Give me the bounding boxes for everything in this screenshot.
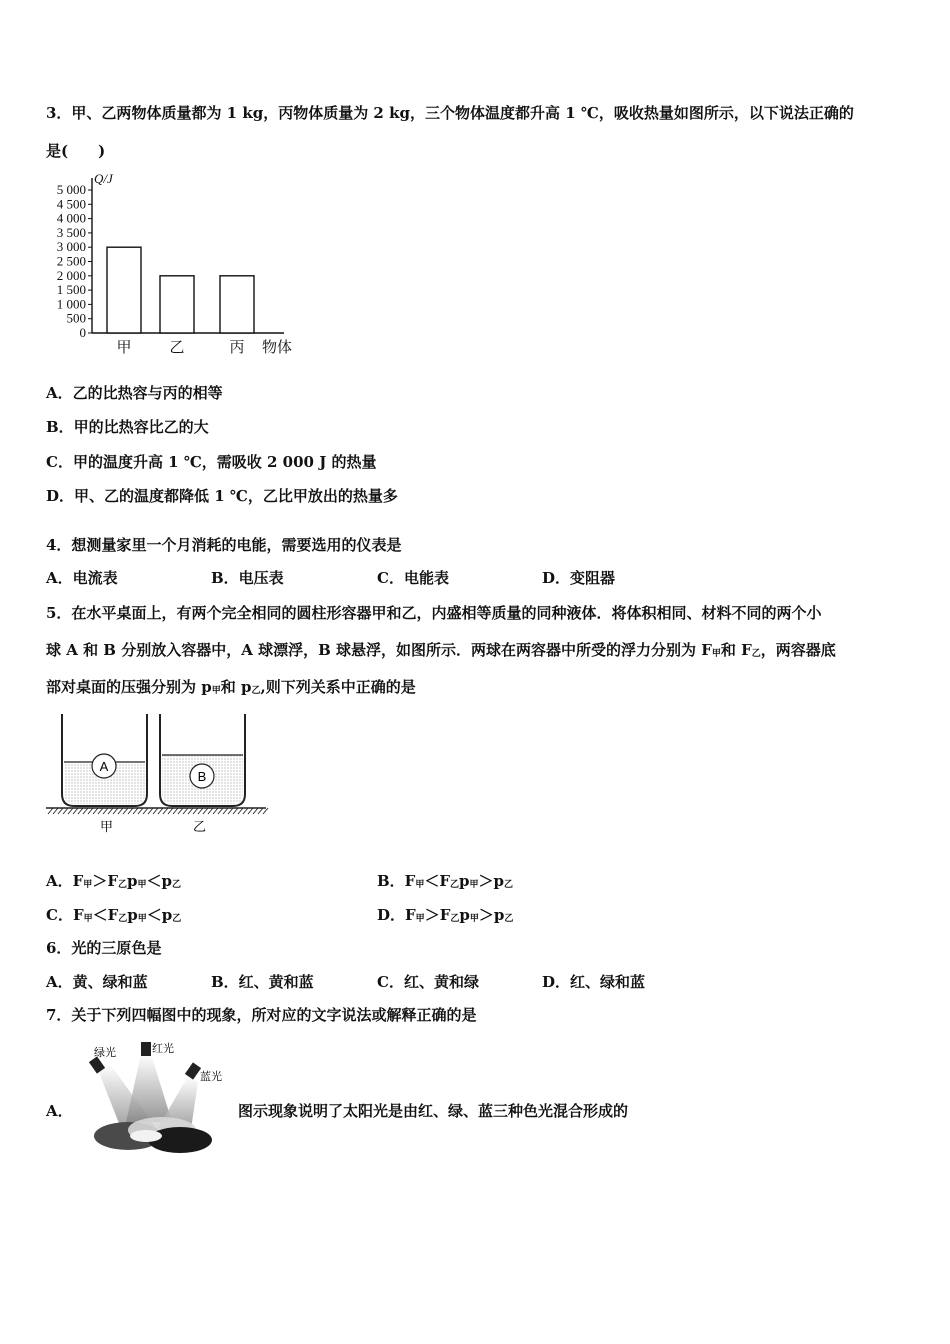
q4-option-d: D．变阻器 [542,569,616,587]
q3-stem-line2: 是( ) [46,142,106,160]
q7-color-light-figure [84,1040,234,1155]
label-yi: 乙 [193,819,207,834]
bar-3 [220,276,254,333]
y-tick-label: 500 [66,310,86,326]
blue-spotlight-icon [185,1062,201,1079]
y-tick-label: 2 000 [56,267,86,283]
q3-option-b: B．甲的比热容比乙的大 [46,418,209,436]
y-tick-label: 4 500 [56,196,86,212]
x-category-label: 乙 [169,340,185,356]
white-overlap [130,1130,162,1142]
y-tick-label: 3 000 [56,239,86,255]
q7-stem: 7．关于下列四幅图中的现象，所对应的文字说法或解释正确的是 [46,1006,477,1024]
bar-2 [160,276,194,333]
q6-option-a: A．黄、绿和蓝 [46,973,148,991]
q5-stem-line2: 球 A 和 B 分别放入容器中，A 球漂浮，B 球悬浮，如图所示．两球在两容器中所受的浮力分别为 $F_甲$和 $F_乙$，两容器底 [46,641,836,659]
q7-option-a-label: A． [46,1102,73,1120]
y-tick-label: 0 [79,325,86,340]
y-tick-label: 1 500 [56,282,86,298]
green-light-label: 绿光 [94,1047,116,1059]
ball-b-label: B [197,769,207,784]
y-axis-label: Q/J [94,171,113,186]
q5-containers-figure [44,710,270,835]
q6-option-b: B．红、黄和蓝 [211,973,314,991]
red-spotlight-icon [141,1042,151,1056]
q3-option-d: D．甲、乙的温度都降低 1 ℃，乙比甲放出的热量多 [46,487,398,505]
x-axis-label: 物体 [262,340,293,356]
q5-stem-line1: 5．在水平桌面上，有两个完全相同的圆柱形容器甲和乙，内盛相等质量的同种液体．将体积相同、材料不同的两个小 [46,604,822,622]
ball-a-label: A [99,759,109,774]
bar-1 [107,247,141,333]
q4-stem: 4．想测量家里一个月消耗的电能，需要选用的仪表是 [46,536,402,554]
q5-option-a: A．$F_甲>F_乙p_甲<p_乙$ [46,872,182,890]
q5-option-b: B．$F_甲<F_乙p_甲>p_乙$ [377,872,514,890]
q4-option-b: B．电压表 [211,569,284,587]
red-light-label: 红光 [152,1043,174,1055]
q5-stem-line3: 部对桌面的压强分别为 $p_甲$和 $p_乙$,则下列关系中正确的是 [46,678,416,696]
y-tick-label: 1 000 [56,296,86,312]
q6-option-c: C．红、黄和绿 [377,973,479,991]
x-category-label: 丙 [229,340,245,356]
q3-bar-chart [40,168,310,363]
q7-option-a-text: 图示现象说明了太阳光是由红、绿、蓝三种色光混合形成的 [238,1102,629,1120]
y-tick-label: 2 500 [56,253,86,269]
table-hatching [48,808,268,814]
y-tick-label: 4 000 [56,210,86,226]
q4-option-c: C．电能表 [377,569,449,587]
q3-option-c: C．甲的温度升高 1 ℃，需吸收 2 000 J 的热量 [46,453,377,471]
q5-option-d: D．$F_甲>F_乙p_甲>p_乙$ [377,906,514,924]
q3-option-a: A．乙的比热容与丙的相等 [46,384,223,402]
blue-light-label: 蓝光 [200,1071,222,1083]
y-tick-label: 5 000 [56,182,86,197]
q6-stem: 6．光的三原色是 [46,939,162,957]
label-jia: 甲 [100,819,114,834]
x-category-label: 甲 [116,340,132,356]
q6-option-d: D．红、绿和蓝 [542,973,646,991]
y-tick-label: 3 500 [56,224,86,240]
q4-option-a: A．电流表 [46,569,118,587]
q5-option-c: C．$F_甲<F_乙p_甲<p_乙$ [46,906,182,924]
q3-stem-line1: 3．甲、乙两物体质量都为 1 kg，丙物体质量为 2 kg，三个物体温度都升高 1 ℃，吸收热量如图所示，以下说法正确的 [46,104,854,122]
